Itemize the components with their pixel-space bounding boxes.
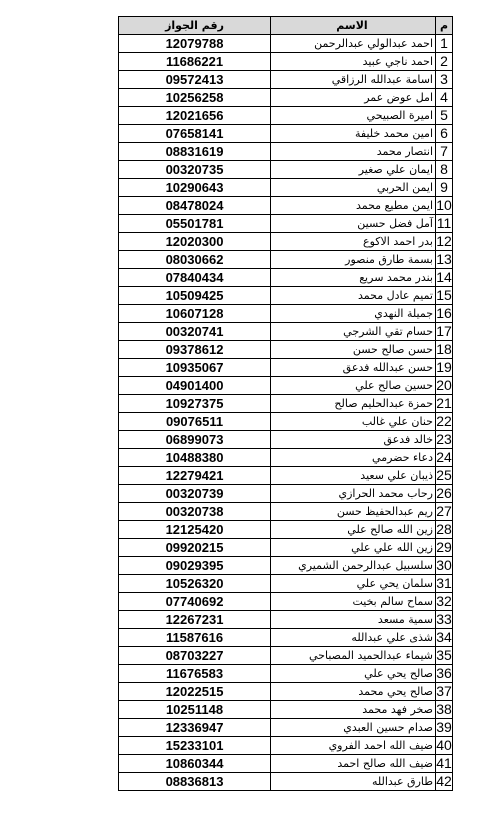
row-name: ايمن الحربي — [271, 179, 436, 197]
table-header — [119, 17, 453, 35]
row-name: ريم عبدالحفيظ حسن — [271, 503, 436, 521]
table-row — [119, 737, 453, 755]
row-number: 37 — [436, 683, 452, 699]
row-number: 26 — [436, 485, 452, 501]
row-name: سمية مسعد — [271, 611, 436, 629]
row-number: 22 — [436, 413, 452, 429]
row-passport: 10526320 — [119, 575, 271, 593]
row-passport: 11686221 — [119, 53, 271, 71]
row-name: حنان علي غالب — [271, 413, 436, 431]
row-passport: 00320738 — [119, 503, 271, 521]
table-row — [119, 359, 453, 377]
row-passport: 00320735 — [119, 161, 271, 179]
row-number: 13 — [436, 251, 452, 267]
header-num: م — [436, 17, 453, 35]
table-row — [119, 71, 453, 89]
row-name: ضيف الله احمد الفروي — [271, 737, 436, 755]
row-name: بسمة طارق منصور — [271, 251, 436, 269]
row-number: 21 — [436, 395, 452, 411]
table-row — [119, 647, 453, 665]
row-passport: 10251148 — [119, 701, 271, 719]
table-row — [119, 521, 453, 539]
row-number: 31 — [436, 575, 452, 591]
row-passport: 09920215 — [119, 539, 271, 557]
row-passport: 04901400 — [119, 377, 271, 395]
row-name: سلمان يحي علي — [271, 575, 436, 593]
table-row — [119, 503, 453, 521]
row-number: 30 — [436, 557, 452, 573]
row-number: 27 — [436, 503, 452, 519]
table-row — [119, 35, 453, 53]
table-row — [119, 575, 453, 593]
row-name: دعاء حضرمي — [271, 449, 436, 467]
row-number: 7 — [436, 143, 453, 161]
row-passport: 12020300 — [119, 233, 271, 251]
table-row — [119, 467, 453, 485]
row-number: 40 — [436, 737, 452, 753]
row-passport: 09029395 — [119, 557, 271, 575]
row-number: 20 — [436, 377, 452, 393]
row-name: شذى علي عبدالله — [271, 629, 436, 647]
row-name: زين الله علي علي — [271, 539, 436, 557]
row-number: 5 — [436, 107, 453, 125]
table-row — [119, 323, 453, 341]
row-name: صالح يحي محمد — [271, 683, 436, 701]
row-passport: 12022515 — [119, 683, 271, 701]
row-passport: 09076511 — [119, 413, 271, 431]
table-row — [119, 125, 453, 143]
row-number: 17 — [436, 323, 452, 339]
row-name: حسن عبدالله فدعق — [271, 359, 436, 377]
row-number: 12 — [436, 233, 452, 249]
table-row — [119, 305, 453, 323]
table-row — [119, 233, 453, 251]
table-row — [119, 413, 453, 431]
row-passport: 08030662 — [119, 251, 271, 269]
row-name: ضيف الله صالح احمد — [271, 755, 436, 773]
row-passport: 10509425 — [119, 287, 271, 305]
row-passport: 07658141 — [119, 125, 271, 143]
row-passport: 12079788 — [119, 35, 271, 53]
row-name: احمد ناجي عبيد — [271, 53, 436, 71]
table-row — [119, 719, 453, 737]
row-number: 39 — [436, 719, 452, 735]
table-row — [119, 755, 453, 773]
row-number: 32 — [436, 593, 452, 609]
table-row — [119, 107, 453, 125]
table-row — [119, 161, 453, 179]
row-name: طارق عبدالله — [271, 773, 436, 791]
table-row — [119, 269, 453, 287]
row-name: آمل فضل حسين — [271, 215, 436, 233]
row-name: جميلة النهدي — [271, 305, 436, 323]
header-name: الاسم — [271, 17, 436, 35]
row-name: بدر احمد الاكوع — [271, 233, 436, 251]
row-number: 1 — [436, 35, 453, 53]
row-name: حمزة عبدالحليم صالح — [271, 395, 436, 413]
row-name: امين محمد خليفة — [271, 125, 436, 143]
table-row — [119, 701, 453, 719]
row-name: زين الله صالح علي — [271, 521, 436, 539]
row-passport: 08836813 — [119, 773, 271, 791]
row-name: خالد فدعق — [271, 431, 436, 449]
row-passport: 11587616 — [119, 629, 271, 647]
row-passport: 12125420 — [119, 521, 271, 539]
row-name: انتصار محمد — [271, 143, 436, 161]
table-row — [119, 143, 453, 161]
row-passport: 10607128 — [119, 305, 271, 323]
row-name: شيماء عبدالحميد المصباحي — [271, 647, 436, 665]
row-passport: 12336947 — [119, 719, 271, 737]
row-passport: 10860344 — [119, 755, 271, 773]
table-row — [119, 215, 453, 233]
header-row — [119, 17, 453, 35]
row-name: بندر محمد سريع — [271, 269, 436, 287]
row-number: 29 — [436, 539, 452, 555]
table-row — [119, 395, 453, 413]
row-name: سماح سالم بخيت — [271, 593, 436, 611]
row-name: سلسبيل عبدالرحمن الشميري — [271, 557, 436, 575]
row-passport: 10935067 — [119, 359, 271, 377]
row-passport: 00320741 — [119, 323, 271, 341]
table-row — [119, 449, 453, 467]
table-row — [119, 197, 453, 215]
table-body — [119, 35, 453, 791]
table-row — [119, 341, 453, 359]
row-name: امل عوض عمر — [271, 89, 436, 107]
row-name: احمد عبدالولي عبدالرحمن — [271, 35, 436, 53]
row-number: 8 — [436, 161, 453, 179]
row-passport: 08831619 — [119, 143, 271, 161]
row-passport: 10488380 — [119, 449, 271, 467]
row-number: 25 — [436, 467, 452, 483]
table-row — [119, 53, 453, 71]
row-number: 35 — [436, 647, 452, 663]
table-row — [119, 89, 453, 107]
row-passport: 08478024 — [119, 197, 271, 215]
row-name: ايمان علي صغير — [271, 161, 436, 179]
row-passport: 05501781 — [119, 215, 271, 233]
row-name: ذيبان علي سعيد — [271, 467, 436, 485]
row-number: 38 — [436, 701, 452, 717]
table-row — [119, 629, 453, 647]
table-row — [119, 287, 453, 305]
row-passport: 15233101 — [119, 737, 271, 755]
row-name: حسين صالح علي — [271, 377, 436, 395]
row-number: 34 — [436, 629, 452, 645]
row-number: 42 — [436, 773, 452, 789]
row-name: حسام تقي الشرجي — [271, 323, 436, 341]
row-passport: 09572413 — [119, 71, 271, 89]
row-number: 9 — [436, 179, 453, 197]
row-number: 36 — [436, 665, 452, 681]
table-row — [119, 251, 453, 269]
row-name: ايمن مطيع محمد — [271, 197, 436, 215]
row-number: 28 — [436, 521, 452, 537]
row-passport: 11676583 — [119, 665, 271, 683]
row-number: 41 — [436, 755, 452, 771]
row-number: 33 — [436, 611, 452, 627]
row-passport: 06899073 — [119, 431, 271, 449]
table-row — [119, 485, 453, 503]
row-number: 3 — [436, 71, 453, 89]
row-passport: 08703227 — [119, 647, 271, 665]
row-number: 24 — [436, 449, 452, 465]
row-number: 6 — [436, 125, 453, 143]
table-row — [119, 773, 453, 791]
header-passport: رقم الجواز — [119, 17, 271, 35]
row-name: اسامة عبدالله الرزاقي — [271, 71, 436, 89]
table-row — [119, 377, 453, 395]
row-name: حسن صالح حسن — [271, 341, 436, 359]
row-name: صالح يحي علي — [271, 665, 436, 683]
row-number: 18 — [436, 341, 452, 357]
row-passport: 09378612 — [119, 341, 271, 359]
table-row — [119, 557, 453, 575]
row-name: رحاب محمد الحرازي — [271, 485, 436, 503]
row-name: تميم عادل محمد — [271, 287, 436, 305]
row-passport: 10927375 — [119, 395, 271, 413]
row-number: 14 — [436, 269, 452, 285]
row-passport: 12267231 — [119, 611, 271, 629]
row-passport: 00320739 — [119, 485, 271, 503]
table-row — [119, 683, 453, 701]
row-passport: 12279421 — [119, 467, 271, 485]
row-passport: 07740692 — [119, 593, 271, 611]
row-number: 19 — [436, 359, 452, 375]
row-number: 4 — [436, 89, 453, 107]
passport-list-table — [118, 16, 453, 791]
row-passport: 12021656 — [119, 107, 271, 125]
table-row — [119, 431, 453, 449]
row-passport: 07840434 — [119, 269, 271, 287]
row-name: اميرة الصبيحي — [271, 107, 436, 125]
table-row — [119, 179, 453, 197]
row-name: صدام حسين العبدي — [271, 719, 436, 737]
table-row — [119, 665, 453, 683]
row-passport: 10256258 — [119, 89, 271, 107]
table-row — [119, 539, 453, 557]
row-passport: 10290643 — [119, 179, 271, 197]
row-number: 16 — [436, 305, 452, 321]
row-number: 11 — [436, 215, 452, 231]
row-name: صخر فهد محمد — [271, 701, 436, 719]
row-number: 15 — [436, 287, 452, 303]
row-number: 2 — [436, 53, 453, 71]
row-number: 23 — [436, 431, 452, 447]
table-row — [119, 593, 453, 611]
row-number: 10 — [436, 197, 452, 213]
table-row — [119, 611, 453, 629]
